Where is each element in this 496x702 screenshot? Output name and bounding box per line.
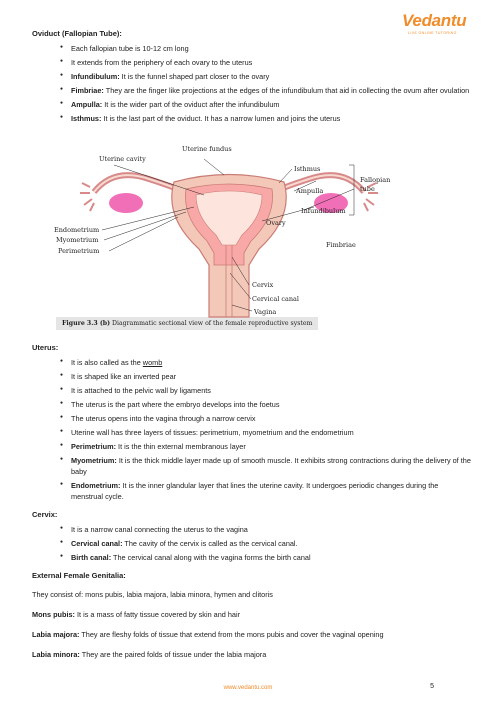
term: Labia minora:	[32, 649, 80, 659]
uterus-heading: Uterus:	[32, 343, 59, 353]
list-item	[61, 456, 472, 478]
list-item	[61, 44, 472, 55]
item-text: The uterus is the part where the embryo develops into the foetus	[71, 400, 280, 410]
label-vagina: Vagina	[254, 307, 277, 316]
list-item	[61, 386, 472, 397]
item-text: It is also called as the	[71, 358, 143, 368]
uterus-list	[32, 358, 472, 502]
list-item	[61, 428, 472, 439]
item-term: Myometrium:	[71, 455, 117, 465]
text: They are fleshy folds of tissue that extend from the mons pubis and cover the vaginal opening	[79, 629, 384, 639]
item-text: It is the thick middle layer made up of smooth muscle. It exhibits strong contractions during the delivery of the baby	[71, 455, 471, 476]
label-ampulla: Ampulla	[296, 186, 324, 195]
list-item	[61, 58, 472, 69]
label-infundibulum: Infundibulum	[301, 206, 346, 215]
label-fallopian: Fallopian	[360, 175, 391, 184]
item-term: Cervical canal:	[71, 538, 123, 548]
item-text: It is a narrow canal connecting the uterus to the vagina	[71, 524, 248, 534]
list-item	[61, 481, 472, 503]
item-text: Each fallopian tube is 10-12 cm long	[71, 44, 189, 54]
external-genitalia-heading: External Female Genitalia:	[32, 570, 126, 580]
item-text: It is shaped like an inverted pear	[71, 372, 177, 382]
label-ovary: Ovary	[266, 218, 286, 227]
item-term: Perimetrium:	[71, 442, 117, 452]
external-intro: They consist of: mons pubis, labia majora, labia minora, hymen and clitoris	[32, 590, 273, 600]
item-term: Fimbriae:	[71, 86, 104, 96]
item-term: Ampulla:	[71, 100, 103, 109]
term: Labia majora:	[32, 629, 80, 639]
label-cervix: Cervix	[252, 280, 274, 289]
labia-minora-paragraph	[32, 650, 472, 661]
text: It is a mass of fatty tissue covered by skin and hair	[74, 609, 241, 619]
list-item	[61, 358, 472, 369]
item-term: Endometrium:	[71, 480, 121, 490]
footer-url[interactable]: www.vedantu.com	[223, 685, 273, 691]
item-text: It is the inner glandular layer that lines the uterine cavity. It undergoes periodic changes during the menstrual cycle.	[71, 480, 439, 501]
cervix-list	[32, 525, 472, 564]
cervix-heading: Cervix:	[32, 509, 58, 519]
caption-number: Figure 3.3 (b)	[62, 319, 111, 327]
mons-pubis-paragraph	[32, 610, 472, 621]
text: They are the paired folds of tissue under the labia majora	[79, 649, 267, 659]
item-text: The cavity of the cervix is called as the cervical canal.	[122, 538, 298, 548]
item-text: It is attached to the pelvic wall by ligaments	[71, 386, 211, 396]
label-perimetrium: Perimetrium	[58, 246, 100, 255]
page-content	[32, 28, 472, 670]
label-tube: tube	[360, 184, 375, 193]
list-item	[61, 100, 472, 111]
item-term: Infundibulum:	[71, 72, 120, 82]
list-item	[61, 72, 472, 83]
list-item	[61, 539, 472, 550]
list-item	[61, 442, 472, 453]
term: Mons pubis:	[32, 609, 75, 619]
labia-majora-paragraph	[32, 630, 472, 641]
oviduct-list	[32, 44, 472, 125]
womb-link[interactable]: womb	[142, 358, 163, 368]
item-text: The uterus opens into the vagina through a narrow cervix	[71, 414, 256, 424]
label-uterine-fundus: Uterine fundus	[182, 144, 232, 153]
label-fimbriae: Fimbriae	[326, 240, 356, 249]
logo-text: Vedantu	[402, 11, 467, 30]
label-myometrium: Myometrium	[56, 235, 99, 244]
logo-tagline: LIVE ONLINE TUTORING	[408, 30, 457, 35]
list-item	[61, 400, 472, 411]
list-item	[61, 86, 472, 97]
page-number: 5	[430, 683, 434, 690]
diagram-svg	[54, 137, 391, 317]
caption-text: Diagrammatic sectional view of the female reproductive system	[110, 319, 313, 327]
item-text: It is the wider part of the oviduct after the infundibulum	[102, 100, 280, 109]
item-text: It extends from the periphery of each ovary to the uterus	[71, 58, 253, 68]
figure-caption	[56, 317, 318, 330]
item-term: Birth canal:	[71, 552, 112, 562]
item-text: It is the funnel shaped part closer to the ovary	[119, 72, 270, 82]
list-item	[61, 553, 472, 564]
item-text: It is the thin external membranous layer	[116, 442, 246, 452]
label-uterine-cavity: Uterine cavity	[99, 154, 146, 163]
label-cervical-canal: Cervical canal	[252, 294, 299, 303]
item-text: They are the finger like projections at the edges of the infundibulum that aid in collecting the ovum after ovulation	[103, 86, 470, 96]
list-item	[61, 114, 472, 125]
reproductive-system-diagram	[54, 137, 391, 317]
list-item	[61, 414, 472, 425]
list-item	[61, 525, 472, 536]
oviduct-heading: Oviduct (Fallopian Tube):	[32, 29, 122, 38]
label-isthmus: Isthmus	[294, 164, 321, 173]
item-term: Isthmus:	[71, 113, 102, 123]
item-text: Uterine wall has three layers of tissues: perimetrium, myometrium and the endometrium	[71, 428, 354, 438]
item-text: It is the last part of the oviduct. It has a narrow lumen and joins the uterus	[101, 113, 341, 123]
item-text: The cervical canal along with the vagina forms the birth canal	[111, 552, 311, 562]
label-endometrium: Endometrium	[54, 225, 100, 234]
list-item	[61, 372, 472, 383]
